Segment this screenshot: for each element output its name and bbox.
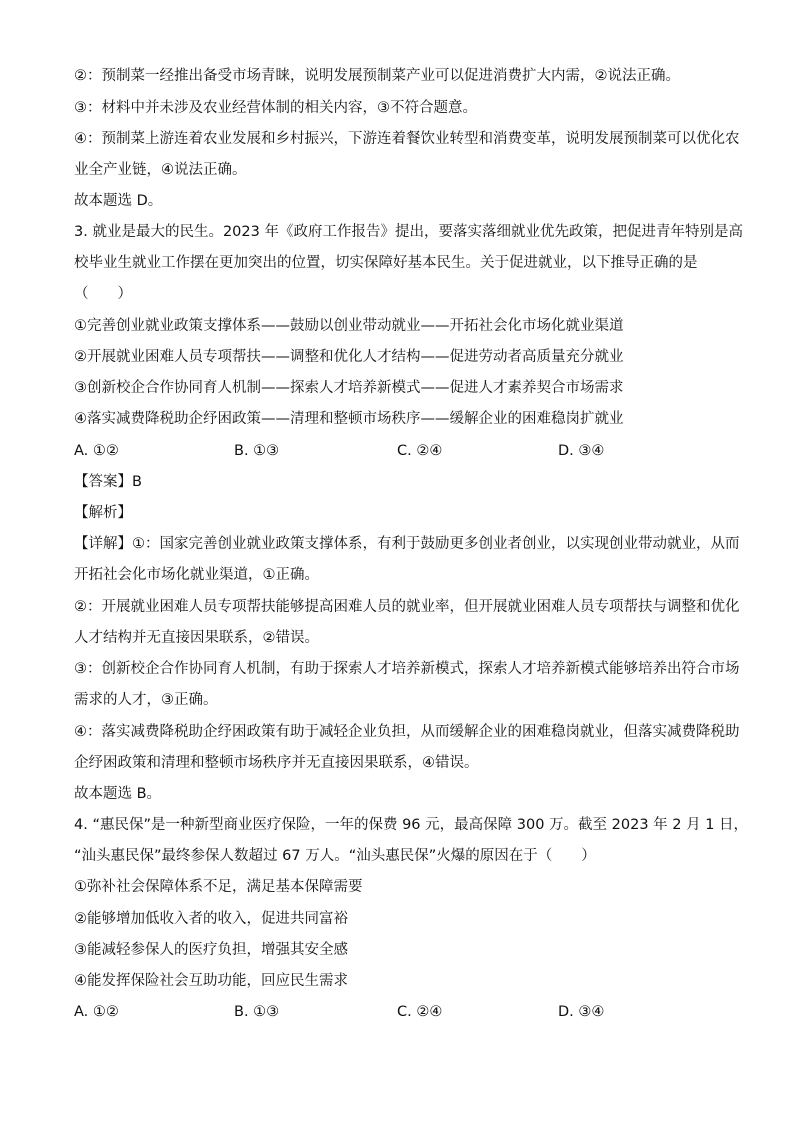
explanation-line: ③：创新校企合作协同育人机制，有助于探索人才培养新模式，探索人才培养新模式能够培养出符合市场 bbox=[74, 661, 740, 677]
analysis-label: 【解析】 bbox=[74, 505, 132, 521]
explanation-line: 【详解】①：国家完善创业就业政策支撑体系，有利于鼓励更多创业者创业，以实现创业带动就业，从而 bbox=[74, 536, 740, 552]
explanation-line: ④：落实减费降税助企纾困政策有助于减轻企业负担，从而缓解企业的困难稳岗就业，但落实减费降税助 bbox=[74, 724, 740, 740]
text-line: ③：材料中并未涉及农业经营体制的相关内容，③不符合题意。 bbox=[74, 100, 477, 116]
question-4-options bbox=[74, 1002, 734, 1022]
option-b: B. ①③ bbox=[234, 443, 280, 459]
conclusion-line: 故本题选 B。 bbox=[74, 786, 162, 802]
explanation-line: ②：开展就业困难人员专项帮扶能够提高困难人员的就业率，但开展就业困难人员专项帮扶与调整和优化 bbox=[74, 599, 740, 615]
statement-item: ④落实减费降税助企纾困政策——清理和整顿市场秩序——缓解企业的困难稳岗扩就业 bbox=[74, 411, 624, 427]
question-4-stem: 4. “惠民保”是一种新型商业医疗保险，一年的保费 96 元，最高保障 300 万。截至 2023 年 2 月 1 日， bbox=[74, 817, 749, 833]
statement-item: ①完善创业就业政策支撑体系——鼓励以创业带动就业——开拓社会化市场化就业渠道 bbox=[74, 318, 624, 334]
explanation-line: 需求的人才，③正确。 bbox=[74, 692, 218, 708]
option-d: D. ③④ bbox=[558, 443, 605, 459]
text-line: ④：预制菜上游连着农业发展和乡村振兴，下游连着餐饮业转型和消费变革，说明发展预制菜可以优化农 bbox=[74, 131, 740, 147]
option-b: B. ①③ bbox=[234, 1004, 280, 1020]
statement-item: ③能减轻参保人的医疗负担，增强其安全感 bbox=[74, 942, 348, 958]
explanation-line: 人才结构并无直接因果联系，②错误。 bbox=[74, 630, 319, 646]
option-a: A. ①② bbox=[74, 1004, 119, 1020]
statement-item: ④能发挥保险社会互助功能，回应民生需求 bbox=[74, 973, 348, 989]
option-c: C. ②④ bbox=[397, 443, 443, 459]
question-3-options bbox=[74, 441, 734, 461]
statement-item: ②能够增加低收入者的收入，促进共同富裕 bbox=[74, 911, 348, 927]
statement-item: ③创新校企合作协同育人机制——探索人才培养新模式——促进人才素养契合市场需求 bbox=[74, 380, 624, 396]
question-3-stem: 3. 就业是最大的民生。2023 年《政府工作报告》提出，要落实落细就业优先政策，把促进青年特别是高 bbox=[74, 224, 743, 240]
answer-blank: （ ） bbox=[74, 286, 132, 302]
option-a: A. ①② bbox=[74, 443, 119, 459]
statement-item: ①弥补社会保障体系不足，满足基本保障需要 bbox=[74, 879, 363, 895]
answer-label: 【答案】B bbox=[74, 474, 142, 490]
text-line: 故本题选 D。 bbox=[74, 193, 163, 209]
explanation-line: 开拓社会化市场化就业渠道，①正确。 bbox=[74, 567, 319, 583]
statement-item: ②开展就业困难人员专项帮扶——调整和优化人才结构——促进劳动者高质量充分就业 bbox=[74, 349, 624, 365]
text-line: 业全产业链，④说法正确。 bbox=[74, 162, 247, 178]
option-c: C. ②④ bbox=[397, 1004, 443, 1020]
explanation-line: 企纾困政策和清理和整顿市场秩序并无直接因果联系，④错误。 bbox=[74, 755, 479, 771]
option-d: D. ③④ bbox=[558, 1004, 605, 1020]
text-line: ②：预制菜一经推出备受市场青睐，说明发展预制菜产业可以促进消费扩大内需，②说法正确。 bbox=[74, 68, 680, 84]
question-3-stem: 校毕业生就业工作摆在更加突出的位置，切实保障好基本民生。关于促进就业，以下推导正确的是 bbox=[74, 255, 698, 271]
question-4-stem: “汕头惠民保”最终参保人数超过 67 万人。“汕头惠民保”火爆的原因在于（ ） bbox=[74, 848, 596, 864]
